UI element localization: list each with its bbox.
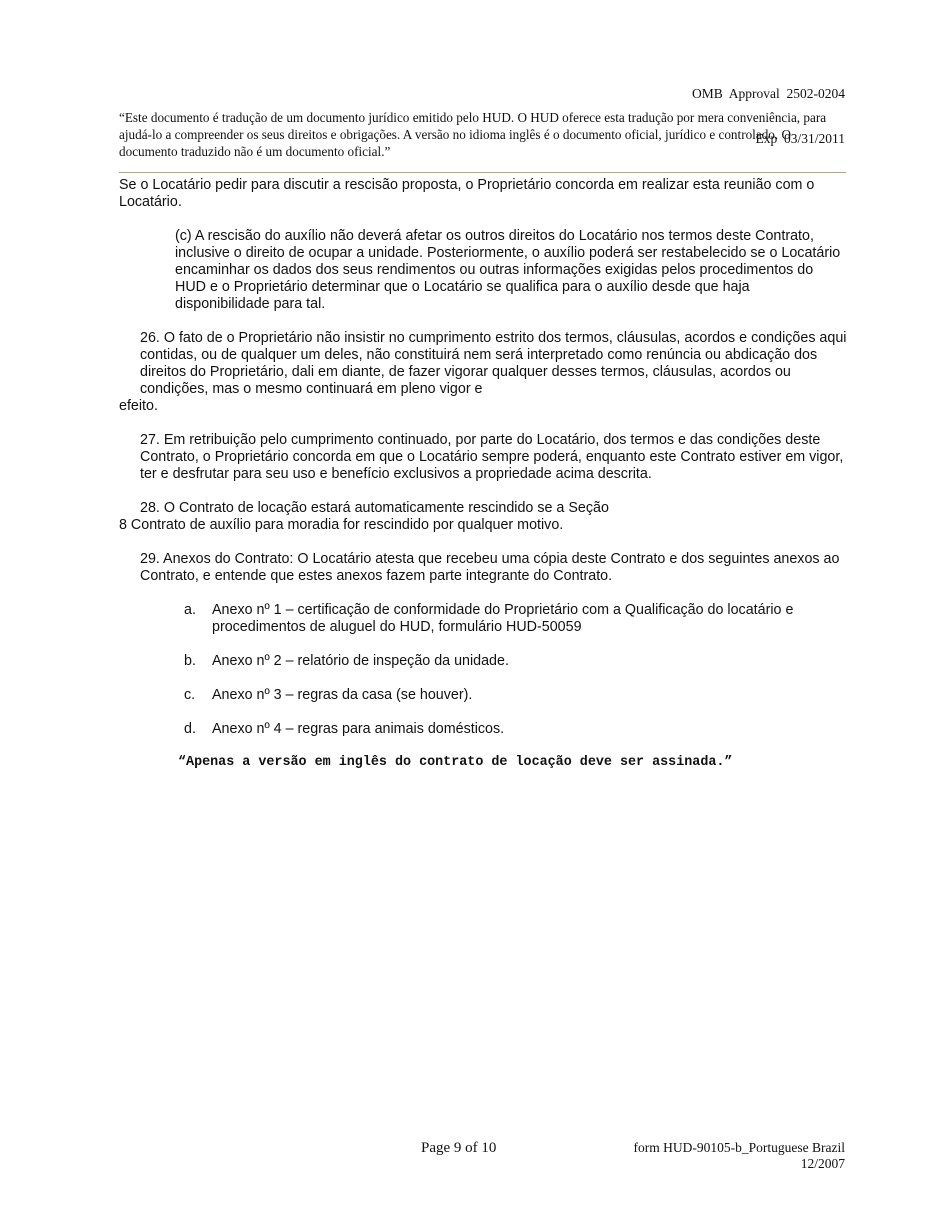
annex-text: Anexo nº 2 – relatório de inspeção da unidade.	[212, 653, 509, 669]
annex-letter: a.	[184, 602, 196, 618]
page-number: Page 9 of 10	[421, 1140, 497, 1156]
annex-letter: c.	[184, 687, 196, 703]
section-26	[119, 330, 847, 398]
annex-text: Anexo nº 4 – regras para animais domésticos.	[212, 721, 505, 737]
translation-disclaimer: “Este documento é tradução de um documento jurídico emitido pelo HUD. O HUD oferece esta tradução por mera conveniência, para ajudá-lo a compreender os seus direitos e obrigações. A versão no idioma inglês é o documento oficial, jurídico e controlado. O documento traduzido não é um documento oficial.”	[119, 110, 827, 159]
form-name: form HUD-90105-b_Portuguese Brazil	[633, 1140, 845, 1155]
annex-text: Anexo nº 1 – certificação de conformidade do Proprietário com a Qualificação do locatário e procedimentos de aluguel do HUD, formulário HUD-50059	[212, 602, 794, 635]
annex-text: Anexo nº 3 – regras da casa (se houver).	[212, 687, 473, 703]
clause-c-paragraph: (c) A rescisão do auxílio não deverá afetar os outros direitos do Locatário nos termos deste Contrato, inclusive o direito de ocupar a unidade. Posteriormente, o auxílio poderá ser restabelecido se o Locatário encaminhar os dados dos seus rendimentos ou outras informações exigidas pelos procedimentos do HUD e o Proprietário determinar que o Locatário se qualifica para o auxílio desde que haja disponibilidade para tal.	[175, 228, 841, 312]
meeting-paragraph: Se o Locatário pedir para discutir a rescisão proposta, o Proprietário concorda em realizar esta reunião com o Locatário.	[119, 177, 815, 210]
omb-approval-number: OMB Approval 2502-0204	[692, 86, 845, 101]
annex-letter: b.	[184, 653, 196, 669]
section-28-continuation: 8 Contrato de auxílio para moradia for rescindido por qualquer motivo.	[119, 517, 564, 533]
section-28: 28. O Contrato de locação estará automaticamente rescindido se a Seção	[140, 500, 609, 516]
annex-item	[119, 687, 847, 704]
section-26-text: 26. O fato de o Proprietário não insistir no cumprimento estrito dos termos, cláusulas, acordos e condições aqui contidas, ou de qualquer um deles, não constituirá nem será interpretado como renúncia ou abdicação dos direitos do Proprietário, dali em diante, de fazer vigorar qualquer desses termos, cláusulas, acordos ou condições, mas o mesmo continuará em pleno vigor e	[140, 330, 847, 397]
document-body	[119, 177, 847, 755]
section-27: 27. Em retribuição pelo cumprimento continuado, por parte do Locatário, dos termos e das condições deste Contrato, o Proprietário concorda em que o Locatário sempre poderá, enquanto este Contrato estiver em vigor, ter e desfrutar para seu uso e benefício exclusivos a propriedade acima descrita.	[140, 432, 844, 482]
section-29: 29. Anexos do Contrato: O Locatário atesta que recebeu uma cópia deste Contrato e dos seguintes anexos ao Contrato, e entende que estes anexos fazem parte integrante do Contrato.	[140, 551, 840, 584]
omb-expiration-date: Exp 03/31/2011	[755, 131, 845, 146]
annex-item	[119, 602, 847, 636]
annex-item	[119, 653, 847, 670]
annex-list	[119, 602, 847, 738]
signature-note: “Apenas a versão em inglês do contrato de locação deve ser assinada.”	[178, 755, 733, 770]
annex-letter: d.	[184, 721, 196, 737]
form-identifier	[634, 1140, 845, 1172]
section-26-continuation: efeito.	[119, 398, 158, 414]
annex-item	[119, 721, 847, 738]
form-date: 12/2007	[800, 1156, 845, 1171]
header-divider	[119, 172, 846, 173]
